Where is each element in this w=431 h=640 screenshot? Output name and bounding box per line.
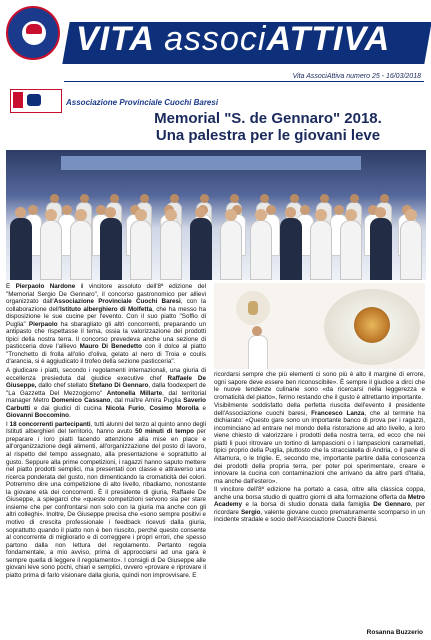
bold-text: Pierpaolo bbox=[28, 320, 58, 328]
photo-plate-small bbox=[236, 291, 270, 325]
text-run: e bbox=[198, 404, 206, 412]
bold-text: Domenico Cassano bbox=[51, 397, 111, 405]
text-run: e la borsa di studio donata dalla famiglia bbox=[242, 501, 374, 509]
article-paragraph bbox=[6, 283, 206, 366]
article-column-left bbox=[6, 283, 206, 639]
issue-line: Vita AssociAttiva numero 25 - 16/03/2018 bbox=[292, 73, 421, 80]
logo-mark-icon bbox=[27, 94, 41, 106]
logo-stripe bbox=[13, 92, 23, 108]
text-run: , che ha messo ha disposizione le sue cucine per l'evento. Con il suo piatto "Soffio di Puglia" bbox=[6, 305, 206, 328]
bold-text: Antonella Millarte bbox=[106, 389, 163, 397]
bold-text: Nicola Furio bbox=[105, 404, 144, 412]
winner-photo bbox=[214, 283, 425, 369]
photo-person bbox=[190, 218, 212, 280]
bold-text: Giovanni Boccomino bbox=[6, 412, 69, 420]
text-run: , con la collaborazione dell' bbox=[6, 298, 206, 313]
text-run: , dalla foodexpert de "La Gazzetta Del Mezzogiorno" bbox=[6, 382, 206, 397]
title-part-2: associ bbox=[164, 20, 267, 58]
article-paragraph bbox=[6, 421, 206, 579]
bold-text: Metro Academy bbox=[214, 493, 425, 509]
text-run: dallo chef stellato bbox=[36, 382, 90, 390]
photo-person bbox=[10, 218, 32, 280]
text-run: , per ricordare bbox=[214, 501, 425, 516]
photo-person bbox=[370, 218, 392, 280]
header-divider bbox=[64, 81, 424, 82]
chef-hat-icon bbox=[26, 24, 42, 34]
bold-text: Sergio bbox=[240, 508, 261, 516]
photo-person bbox=[310, 220, 332, 280]
text-run: , dal territorial manager Metro bbox=[6, 389, 206, 405]
text-run: È bbox=[6, 283, 16, 290]
association-name: Associazione Provinciale Cuochi Baresi bbox=[66, 98, 219, 107]
article-paragraph bbox=[214, 402, 425, 485]
text-run: ricordarsi sempre che più elementi ci sono più è alto il margine di errore, ogni sapore deve essere ben riconoscibile». È sempre il giudice a dirci che le nuove tendenze culinarie sono «da ricercarsi nella leggerezza e cromaticità del piatto», fermo restando che il gusto è altrettanto importante. bbox=[214, 371, 425, 401]
text-run: e dai giudici di cucina bbox=[30, 404, 106, 412]
article-paragraph bbox=[214, 486, 425, 524]
headline-line-1: Memorial "S. de Gennaro" 2018. bbox=[154, 110, 382, 127]
bold-text: 50 minuti di tempo bbox=[135, 428, 195, 436]
photo-chef bbox=[248, 335, 268, 369]
text-run: ha sbaragliato gli altri concorrenti, preparando un antipasto che rispettasse il tema, ossia la valorizzazione dei prodotti tipici della nostra terra. Il concorso prevedeva anche una sezione di pasticceria dove l'allievo bbox=[6, 320, 206, 351]
text-run: per preparare i loro piatti facendo attenzione alla mise en place e all'organizzazione degli alimenti, all'organizzazione del posto di lavoro, al rispetto del tempo assegnato, alla presentazione e soprattutto al gusto. Seppure alla prime competizioni, i ragazzi hanno saputo mettere nel piatto prodotti semplici, ma presentati con classe e attraverso una ricerca ponderata del gusto, non dimenticando la cromaticità dei colori. Potremmo dire una competizione di alto livello, ribadiamo, nonostante la giovane età dei concorrenti. È il presidente di giuria, Raffaele De Giuseppe, a spiegarci che «queste competizioni servono sia per stare insieme che per confrontarsi non solo con la giuria ma anche con gli altri colleghi». Inoltre, De Giuseppe precisa che «sono sempre positivi e motivo di crescita professionale i feedback ricevuti dalla giuria, soprattutto quando il piatto non è ben riuscito, perché questo consente al concorrente di migliorarlo e di correggere i propri errori, che spesso partono dalla non lettura del regolamento. Pertanto regola fondamentale, a mio avviso, prima di approcciarsi ad una gara è sempre quella di leggere il regolamento». I consigli di De Giuseppe alle giovani leve sono pochi, chiari e semplici, ovvero «provare e riprovare il piatto prima di farlo visionare dalla giuria, quindi non improvvisare. E bbox=[6, 428, 206, 579]
photo-person bbox=[220, 220, 242, 280]
photo-person bbox=[400, 220, 422, 280]
photo-person bbox=[280, 218, 302, 280]
text-run: Visibilmente soddisfatto della perfetta riuscita dell'evento il presidente dell'Associazione cuochi baresi, bbox=[214, 402, 425, 417]
federation-logo bbox=[6, 6, 60, 60]
bold-text: Mauro Di Benedetto bbox=[79, 343, 142, 351]
title-part-1: VITA bbox=[76, 20, 165, 58]
bold-text: De Gennaro bbox=[373, 501, 411, 509]
photo-person bbox=[340, 220, 362, 280]
text-run: , dal maître Amira Puglia bbox=[110, 397, 184, 405]
bold-text: 18 concorrenti partecipanti bbox=[9, 420, 91, 428]
text-run: il vincitore assoluto dell'8ª edizione del "Memorial Sergio De Gennaro", il concorso gastronomico per allievi organizzato dall' bbox=[6, 283, 206, 306]
photo-backdrop-banner bbox=[61, 156, 361, 170]
text-run: , tutti alunni del terzo al quinto anno degli Istituti alberghieri del territorio, hanno avuto bbox=[6, 420, 206, 436]
photo-person bbox=[250, 220, 272, 280]
photo-person bbox=[70, 220, 92, 280]
article-headline bbox=[108, 110, 428, 144]
photo-person bbox=[130, 220, 152, 280]
photo-person bbox=[40, 220, 62, 280]
text-run: , che al termine ha dichiarato: «Questo gare sono un importante banco di prova per i ragazzi, incominciano ad entrare nel mondo della ristorazione ad alto livello, a loro viene chiesto di valorizzare i prodotti della nostra terra, ed ecco che nei piatti li puoi ritrovare un tortino di lampascioni o i lampascioni caramellati, tipici proprio della Puglia, piuttosto che la stracciatella di Andria, o il pane di Altamura, o le triglie. E, secondo me, importante partire dalla conoscenza dei prodotti della propria terra, per poter poi sperimentare, creare e innovare la cucina con contaminazioni che arrivano da altre parti d'Italia, ma anche dall'estero». bbox=[214, 409, 425, 485]
article-column-right bbox=[214, 371, 425, 597]
bold-text: Pierpaolo Nardone bbox=[15, 283, 76, 290]
bold-text: Cosimo Morolla bbox=[149, 404, 199, 412]
author-signature: Rosanna Buzzerio bbox=[366, 629, 423, 636]
group-photo bbox=[6, 150, 426, 280]
text-run: , bbox=[143, 404, 150, 412]
photo-person bbox=[100, 218, 122, 280]
headline-line-2: Una palestra per le giovani leve bbox=[155, 127, 381, 144]
text-run: , valente giovane cuoco prematuramente scomparso in un incidente stradale e socio dell'Associazione Cuochi Baresi. bbox=[214, 508, 425, 524]
title-part-3: ATTIVA bbox=[266, 20, 391, 58]
article-paragraph bbox=[6, 367, 206, 420]
bold-text: Istituto alberghiero di Molfetta bbox=[59, 305, 153, 313]
text-run: I bbox=[6, 420, 10, 428]
text-run: Il vincitore dell'8ª edizione ha portato a casa, oltre alla classica coppa, anche una borsa studio di quattro giorni di alta formazione offerta da bbox=[214, 486, 425, 501]
text-run: A giudicare i piatti, secondo i regolamenti internazionali, una giuria di eccellenza presieduta dal giudice executive chef bbox=[6, 367, 206, 382]
bold-text: Associazione Provinciale Cuochi Baresi bbox=[53, 298, 181, 306]
magazine-title bbox=[76, 20, 390, 59]
text-run: . bbox=[68, 412, 71, 420]
bold-text: Raffaele De Giuseppe, bbox=[6, 374, 206, 390]
photo-dish bbox=[354, 307, 390, 343]
photo-person bbox=[160, 220, 182, 280]
bold-text: Stefano Di Gennaro bbox=[89, 382, 149, 390]
bold-text: Francesco Lanza bbox=[311, 409, 365, 417]
article-paragraph bbox=[214, 371, 425, 401]
association-logo bbox=[10, 89, 62, 113]
text-run: con il dolce al piatto "Tronchetto di frolla all'olio d'oliva, gelato al nero di Troia e coulis d'arancia, si è aggiudicato il trofeo della sezione pasticceria". bbox=[6, 343, 206, 366]
bold-text: Saverio Carbutti bbox=[6, 397, 206, 412]
